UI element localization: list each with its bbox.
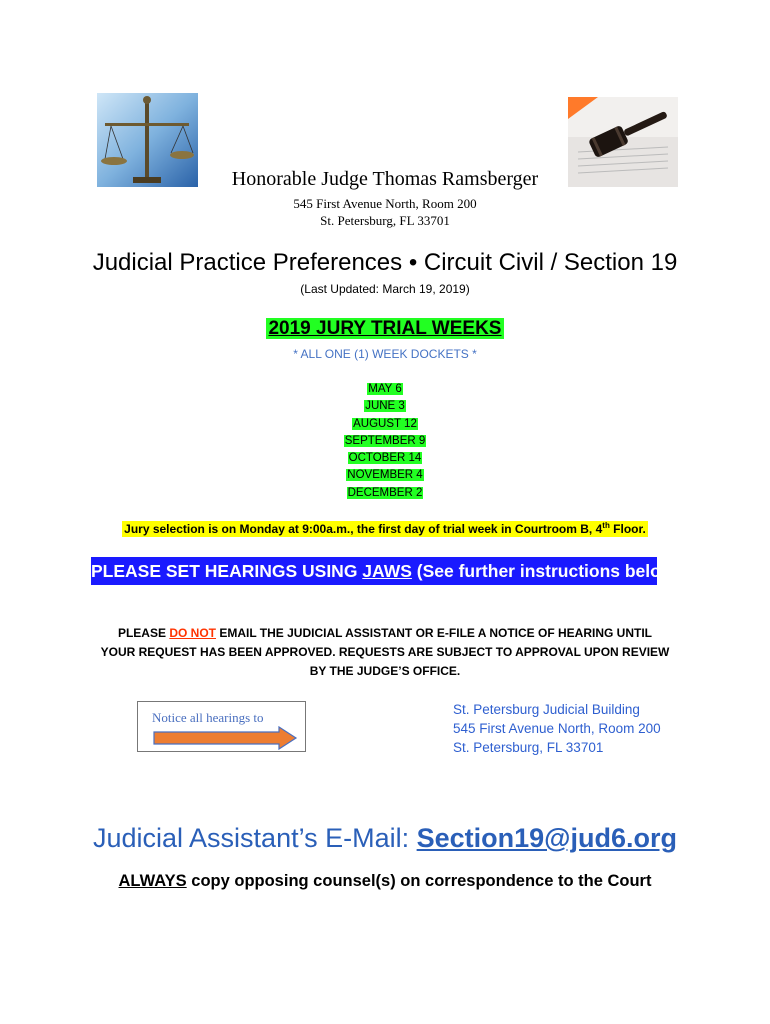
trial-week-item: AUGUST 12 (353, 417, 417, 430)
trial-week-item: DECEMBER 2 (347, 486, 423, 499)
copy-counsel-note: ALWAYS copy opposing counsel(s) on correspondence to the Court (118, 872, 652, 890)
email-notice-line1: PLEASE DO NOT EMAIL THE JUDICIAL ASSISTANT OR E-FILE A NOTICE OF HEARING UNTIL (117, 626, 653, 640)
set-hearings-banner: PLEASE SET HEARINGS USING JAWS (See further instructions below) (91, 557, 657, 585)
email-notice (0, 624, 770, 681)
jaws-link[interactable]: JAWS (362, 561, 412, 581)
document-title: Judicial Practice Preferences • Circuit Civil / Section 19 (92, 249, 678, 276)
jury-trial-weeks-heading (0, 318, 770, 340)
judge-address-line2: St. Petersburg, FL 33701 (320, 213, 450, 228)
right-arrow-icon (153, 726, 298, 750)
building-name: St. Petersburg Judicial Building (453, 702, 640, 717)
judge-address-line1: 545 First Avenue North, Room 200 (293, 196, 477, 211)
judicial-building-address (453, 700, 661, 757)
judicial-assistant-email: Judicial Assistant’s E-Mail: Section19@jud6.org (92, 823, 677, 853)
building-street: 545 First Avenue North, Room 200 (453, 721, 661, 736)
email-notice-line2: YOUR REQUEST HAS BEEN APPROVED. REQUESTS ARE SUBJECT TO APPROVAL UPON REVIEW (100, 645, 670, 659)
notice-hearings-box (137, 701, 306, 752)
last-updated: (Last Updated: March 19, 2019) (300, 282, 470, 296)
notice-hearings-label: Notice all hearings to (152, 710, 264, 725)
email-notice-line3: BY THE JUDGE’S OFFICE. (309, 664, 461, 678)
email-link[interactable]: Section19@jud6.org (416, 823, 677, 853)
dockets-note: * ALL ONE (1) WEEK DOCKETS * (293, 347, 477, 361)
jury-trial-weeks-title: 2019 JURY TRIAL WEEKS (268, 318, 502, 339)
do-not-text: DO NOT (169, 626, 216, 640)
jury-selection-note: Jury selection is on Monday at 9:00a.m., the first day of trial week in Courtroom B, 4th Floor. (124, 521, 646, 536)
trial-week-item: SEPTEMBER 9 (344, 434, 426, 447)
building-city: St. Petersburg, FL 33701 (453, 740, 604, 755)
trial-week-item: JUNE 3 (365, 400, 405, 413)
trial-week-item: OCTOBER 14 (348, 452, 422, 465)
judge-name: Honorable Judge Thomas Ramsberger (231, 168, 539, 190)
trial-week-item: NOVEMBER 4 (347, 469, 423, 482)
trial-weeks-list (0, 381, 770, 502)
trial-week-item: MAY 6 (368, 383, 402, 395)
